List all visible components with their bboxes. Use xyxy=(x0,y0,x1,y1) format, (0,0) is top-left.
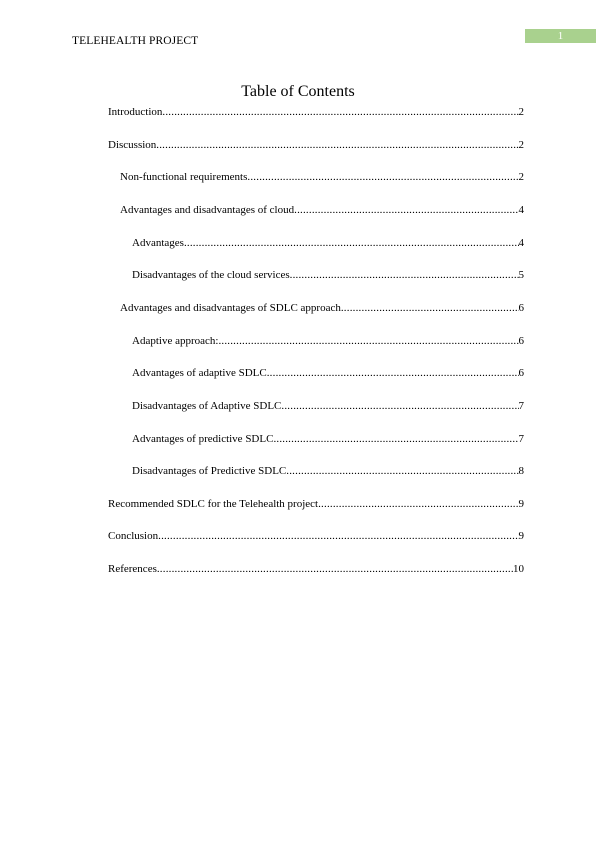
toc-entry[interactable] xyxy=(132,236,524,250)
toc-entry-title: Advantages and disadvantages of SDLC approach xyxy=(120,301,341,314)
toc-dot-leader xyxy=(157,562,513,576)
toc-entry[interactable] xyxy=(108,497,524,511)
toc-entry-page-number: 9 xyxy=(518,530,524,543)
toc-dot-leader xyxy=(281,399,518,413)
toc-entry[interactable] xyxy=(108,529,524,543)
toc-heading: Table of Contents xyxy=(241,83,355,100)
toc-entry-title: References xyxy=(108,563,157,576)
toc-entry-title: Recommended SDLC for the Telehealth project xyxy=(108,497,319,510)
toc-entry-title: Advantages of adaptive SDLC xyxy=(132,367,267,380)
toc-entry[interactable] xyxy=(132,366,524,380)
toc-dot-leader xyxy=(156,138,518,152)
toc-entry[interactable] xyxy=(120,301,524,315)
toc-entry[interactable] xyxy=(132,268,524,282)
toc-entry-page-number: 7 xyxy=(518,399,524,412)
toc-entry-page-number: 7 xyxy=(518,432,524,445)
toc-entry[interactable] xyxy=(132,432,524,446)
toc-entry-title: Advantages xyxy=(132,236,184,249)
toc-entry-title: Disadvantages of Predictive SDLC xyxy=(132,465,287,478)
toc-dot-leader xyxy=(218,334,518,348)
toc-entry[interactable] xyxy=(108,138,524,152)
toc-dot-leader xyxy=(286,464,518,478)
toc-entry-page-number: 2 xyxy=(518,138,524,151)
toc-dot-leader xyxy=(341,301,519,315)
toc-entry-title: Discussion xyxy=(108,138,157,151)
toc-entry[interactable] xyxy=(108,562,524,576)
toc-dot-leader xyxy=(290,268,519,282)
toc-dot-leader xyxy=(158,529,518,543)
toc-entry-page-number: 5 xyxy=(518,269,524,282)
toc-entry-page-number: 4 xyxy=(518,203,524,216)
toc-entry-title: Adaptive approach: xyxy=(132,334,219,347)
toc-entry[interactable] xyxy=(120,203,524,217)
toc-entry-page-number: 6 xyxy=(518,367,524,380)
toc-entry-title: Non-functional requirements xyxy=(120,171,248,184)
toc-entry-page-number: 4 xyxy=(518,236,524,249)
toc-dot-leader xyxy=(247,170,518,184)
toc-dot-leader xyxy=(184,236,519,250)
toc-entry-page-number: 8 xyxy=(518,465,524,478)
toc-entry-title: Disadvantages of the cloud services xyxy=(132,269,290,282)
toc-dot-leader xyxy=(162,105,518,119)
toc-entry-page-number: 9 xyxy=(518,497,524,510)
toc-entry[interactable] xyxy=(132,464,524,478)
toc-entry-title: Conclusion xyxy=(108,530,159,543)
toc-entry-title: Advantages of predictive SDLC xyxy=(132,432,274,445)
toc-entry-title: Advantages and disadvantages of cloud xyxy=(120,203,295,216)
toc-dot-leader xyxy=(267,366,519,380)
toc-entry[interactable] xyxy=(120,170,524,184)
page-number-badge: 1 xyxy=(525,29,596,43)
toc-entry-page-number: 10 xyxy=(513,563,524,576)
toc-entry-title: Introduction xyxy=(108,106,163,118)
toc-dot-leader xyxy=(318,497,518,511)
toc-entry-page-number: 2 xyxy=(518,171,524,184)
toc-entry[interactable] xyxy=(132,334,524,348)
toc-entry-page-number: 6 xyxy=(518,334,524,347)
running-header: TELEHEALTH PROJECT xyxy=(72,35,199,47)
toc-dot-leader xyxy=(273,432,518,446)
toc-entry[interactable] xyxy=(108,105,524,119)
toc-entry-page-number: 6 xyxy=(518,301,524,314)
toc-entry-title: Disadvantages of Adaptive SDLC xyxy=(132,399,282,412)
toc-entry-page-number: 2 xyxy=(518,106,524,118)
toc-entry[interactable] xyxy=(132,399,524,413)
toc-dot-leader xyxy=(294,203,518,217)
